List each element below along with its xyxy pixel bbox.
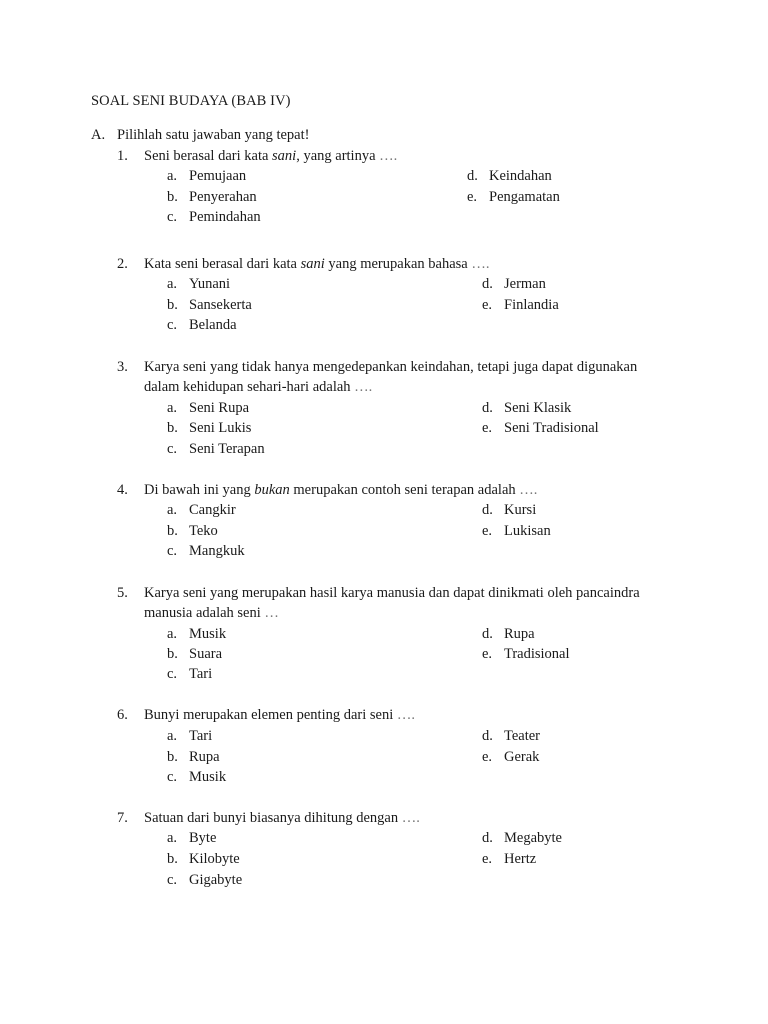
option-letter: d.	[482, 502, 493, 518]
option-e	[482, 851, 536, 868]
option-text: Tari	[189, 666, 213, 682]
option-letter: c.	[167, 543, 178, 559]
option-e	[482, 749, 539, 766]
option-text: Pemindahan	[189, 209, 261, 225]
option-text: Seni Klasik	[504, 400, 572, 416]
option-letter: e.	[482, 749, 493, 765]
option-d	[482, 400, 571, 417]
option-letter: a.	[167, 168, 178, 184]
option-letter: e.	[482, 297, 493, 313]
option-c	[167, 317, 237, 334]
option-letter: b.	[167, 297, 178, 313]
option-letter: a.	[167, 502, 178, 518]
question-number: 4.	[117, 482, 128, 498]
option-b	[167, 851, 240, 868]
option-letter: a.	[167, 830, 178, 846]
option-letter: e.	[482, 523, 493, 539]
option-b	[167, 749, 220, 766]
option-letter: e.	[482, 646, 493, 662]
option-letter: d.	[482, 276, 493, 292]
option-letter: c.	[167, 317, 178, 333]
question-text	[144, 707, 415, 724]
option-text: Musik	[189, 769, 227, 785]
question-text	[144, 256, 489, 273]
option-text: Gerak	[504, 749, 540, 765]
question-text-emphasis: sani	[272, 148, 297, 164]
question-text-part: merupakan contoh seni terapan adalah	[289, 482, 520, 498]
question-text-part: Seni berasal dari kata	[144, 148, 273, 164]
question-text-part: dalam kehidupan sehari-hari adalah	[144, 379, 355, 395]
option-a	[167, 626, 226, 643]
option-a	[167, 830, 216, 847]
section-instruction: Pilihlah satu jawaban yang tepat!	[117, 127, 310, 143]
option-text: Rupa	[189, 749, 220, 765]
option-letter: c.	[167, 666, 178, 682]
option-d	[482, 830, 562, 847]
option-a	[167, 502, 236, 519]
option-text: Byte	[189, 830, 217, 846]
option-letter: d.	[482, 626, 493, 642]
option-text: Hertz	[504, 851, 537, 867]
option-b	[167, 646, 222, 663]
option-b	[167, 420, 251, 437]
option-c	[167, 769, 226, 786]
option-c	[167, 872, 242, 889]
option-text: Pemujaan	[189, 168, 247, 184]
option-letter: d.	[482, 728, 493, 744]
option-c	[167, 543, 245, 560]
question-number: 2.	[117, 256, 128, 272]
option-text: Gigabyte	[189, 872, 243, 888]
question-text-part: Bunyi merupakan elemen penting dari seni	[144, 707, 397, 723]
option-text: Seni Tradisional	[504, 420, 599, 436]
option-b	[167, 297, 252, 314]
answer-blank: …	[264, 605, 279, 621]
question-text-part: Di bawah ini yang	[144, 482, 255, 498]
question-text-part: yang merupakan bahasa	[324, 256, 472, 272]
option-letter: b.	[167, 851, 178, 867]
option-letter: c.	[167, 209, 178, 225]
question-text	[144, 482, 537, 499]
option-text: Rupa	[504, 626, 535, 642]
option-letter: e.	[467, 189, 478, 205]
option-text: Tari	[189, 728, 213, 744]
option-d	[482, 626, 535, 643]
option-e	[482, 646, 570, 663]
answer-blank: ….	[471, 256, 490, 272]
option-c	[167, 666, 212, 683]
option-text: Teko	[189, 523, 218, 539]
option-letter: b.	[167, 749, 178, 765]
option-text: Pengamatan	[489, 189, 560, 205]
option-a	[167, 728, 212, 745]
option-text: Keindahan	[489, 168, 552, 184]
option-text: Musik	[189, 626, 227, 642]
option-a	[167, 276, 230, 293]
option-text: Jerman	[504, 276, 546, 292]
option-letter: a.	[167, 276, 178, 292]
option-text: Seni Rupa	[189, 400, 250, 416]
question-text	[144, 148, 397, 165]
question-text-part: Satuan dari bunyi biasanya dihitung dengan	[144, 810, 402, 826]
answer-blank: ….	[519, 482, 538, 498]
option-text: Megabyte	[504, 830, 562, 846]
option-text: Tradisional	[504, 646, 570, 662]
question-number: 1.	[117, 148, 128, 164]
option-a	[167, 400, 249, 417]
answer-blank: ….	[396, 707, 415, 723]
question-text-line2	[144, 379, 372, 396]
option-letter: c.	[167, 872, 178, 888]
option-text: Suara	[189, 646, 223, 662]
option-d	[467, 168, 552, 185]
question-text-part: Kata seni berasal dari kata	[144, 256, 301, 272]
option-text: Lukisan	[504, 523, 551, 539]
option-text: Finlandia	[504, 297, 559, 313]
option-text: Penyerahan	[189, 189, 257, 205]
option-e	[482, 297, 559, 314]
answer-blank: ….	[401, 810, 420, 826]
option-letter: b.	[167, 523, 178, 539]
option-letter: a.	[167, 626, 178, 642]
question-text-part: , yang artinya	[296, 148, 380, 164]
option-e	[482, 523, 551, 540]
question-text-line1: Karya seni yang merupakan hasil karya manusia dan dapat dinikmati oleh pancaindra	[144, 585, 640, 601]
section-marker: A.	[91, 127, 106, 143]
option-letter: d.	[482, 830, 493, 846]
answer-blank: ….	[354, 379, 373, 395]
option-letter: c.	[167, 769, 178, 785]
option-b	[167, 189, 257, 206]
option-text: Kilobyte	[189, 851, 240, 867]
option-d	[482, 276, 546, 293]
option-text: Teater	[504, 728, 541, 744]
option-letter: d.	[482, 400, 493, 416]
option-letter: e.	[482, 851, 493, 867]
option-b	[167, 523, 218, 540]
option-d	[482, 728, 540, 745]
option-text: Seni Lukis	[189, 420, 252, 436]
option-c	[167, 209, 261, 226]
question-text	[144, 810, 420, 827]
answer-blank: ….	[379, 148, 398, 164]
question-number: 5.	[117, 585, 128, 601]
option-c	[167, 441, 265, 458]
question-number: 7.	[117, 810, 128, 826]
option-text: Yunani	[189, 276, 231, 292]
question-text-emphasis: sani	[300, 256, 325, 272]
question-number: 3.	[117, 359, 128, 375]
question-text-emphasis: bukan	[254, 482, 290, 498]
option-letter: b.	[167, 646, 178, 662]
option-letter: c.	[167, 441, 178, 457]
option-letter: d.	[467, 168, 478, 184]
option-d	[482, 502, 536, 519]
option-text: Sansekerta	[189, 297, 252, 313]
option-text: Belanda	[189, 317, 237, 333]
question-text-line2	[144, 605, 279, 622]
document-title: SOAL SENI BUDAYA (BAB IV)	[91, 93, 291, 109]
option-e	[467, 189, 560, 206]
question-text-part: manusia adalah seni	[144, 605, 265, 621]
option-letter: a.	[167, 400, 178, 416]
option-text: Seni Terapan	[189, 441, 265, 457]
question-number: 6.	[117, 707, 128, 723]
option-text: Cangkir	[189, 502, 236, 518]
option-text: Kursi	[504, 502, 537, 518]
option-letter: e.	[482, 420, 493, 436]
option-letter: a.	[167, 728, 178, 744]
option-e	[482, 420, 599, 437]
option-letter: b.	[167, 420, 178, 436]
option-text: Mangkuk	[189, 543, 245, 559]
option-letter: b.	[167, 189, 178, 205]
option-a	[167, 168, 246, 185]
question-text-line1: Karya seni yang tidak hanya mengedepankan keindahan, tetapi juga dapat digunakan	[144, 359, 638, 375]
